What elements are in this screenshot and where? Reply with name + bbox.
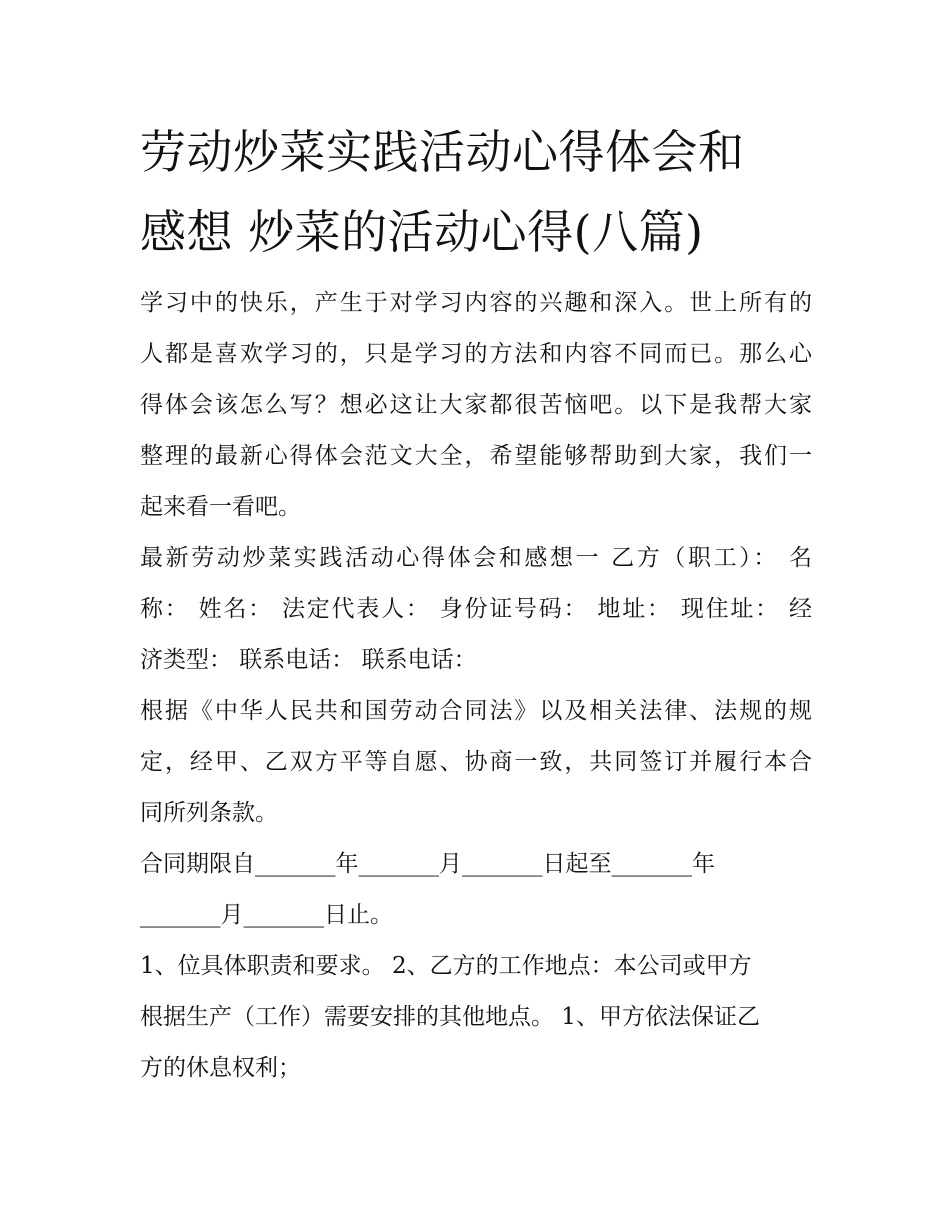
section-heading-paragraph	[140, 533, 812, 686]
contract-term-paragraph	[140, 839, 812, 941]
clause-line: 根据生产（工作）需要安排的其他地点。 1、甲方依法保证乙	[140, 1004, 760, 1030]
intro-line: 起来看一看吧。	[140, 494, 301, 520]
clause-line: 方的休息权利；	[140, 1055, 301, 1081]
title-line-2: 感想 炒菜的活动心得(八篇)	[140, 205, 704, 259]
contract-term-line: 合同期限自_______年_______月_______日起至_______年	[140, 851, 715, 877]
clause-line: 1、位具体职责和要求。 2、乙方的工作地点：本公司或甲方	[140, 953, 752, 979]
law-line: 根据《中华人民共和国劳动合同法》以及相关法律、法规的规	[140, 698, 812, 724]
intro-paragraph	[140, 278, 812, 533]
title-line-1: 劳动炒菜实践活动心得体会和	[140, 125, 745, 179]
section-heading-line: 称： 姓名： 法定代表人： 身份证号码： 地址： 现住址： 经	[140, 596, 812, 622]
intro-line: 得体会该怎么写？想必这让大家都很苦恼吧。以下是我帮大家	[140, 392, 812, 418]
document-title	[140, 112, 812, 272]
document-body	[140, 278, 812, 1094]
law-line: 同所列条款。	[140, 800, 278, 826]
contract-term-line: _______月_______日止。	[140, 902, 393, 928]
section-heading-line: 济类型： 联系电话： 联系电话：	[140, 647, 477, 673]
intro-line: 整理的最新心得体会范文大全，希望能够帮助到大家，我们一	[140, 443, 812, 469]
intro-line: 学习中的快乐，产生于对学习内容的兴趣和深入。世上所有的	[140, 290, 812, 316]
clause-paragraph	[140, 941, 812, 1094]
section-heading-line: 最新劳动炒菜实践活动心得体会和感想一 乙方（职工）： 名	[140, 545, 812, 571]
law-line: 定，经甲、乙双方平等自愿、协商一致，共同签订并履行本合	[140, 749, 812, 775]
intro-line: 人都是喜欢学习的，只是学习的方法和内容不同而已。那么心	[140, 341, 812, 367]
document-page	[140, 112, 812, 1094]
law-paragraph	[140, 686, 812, 839]
